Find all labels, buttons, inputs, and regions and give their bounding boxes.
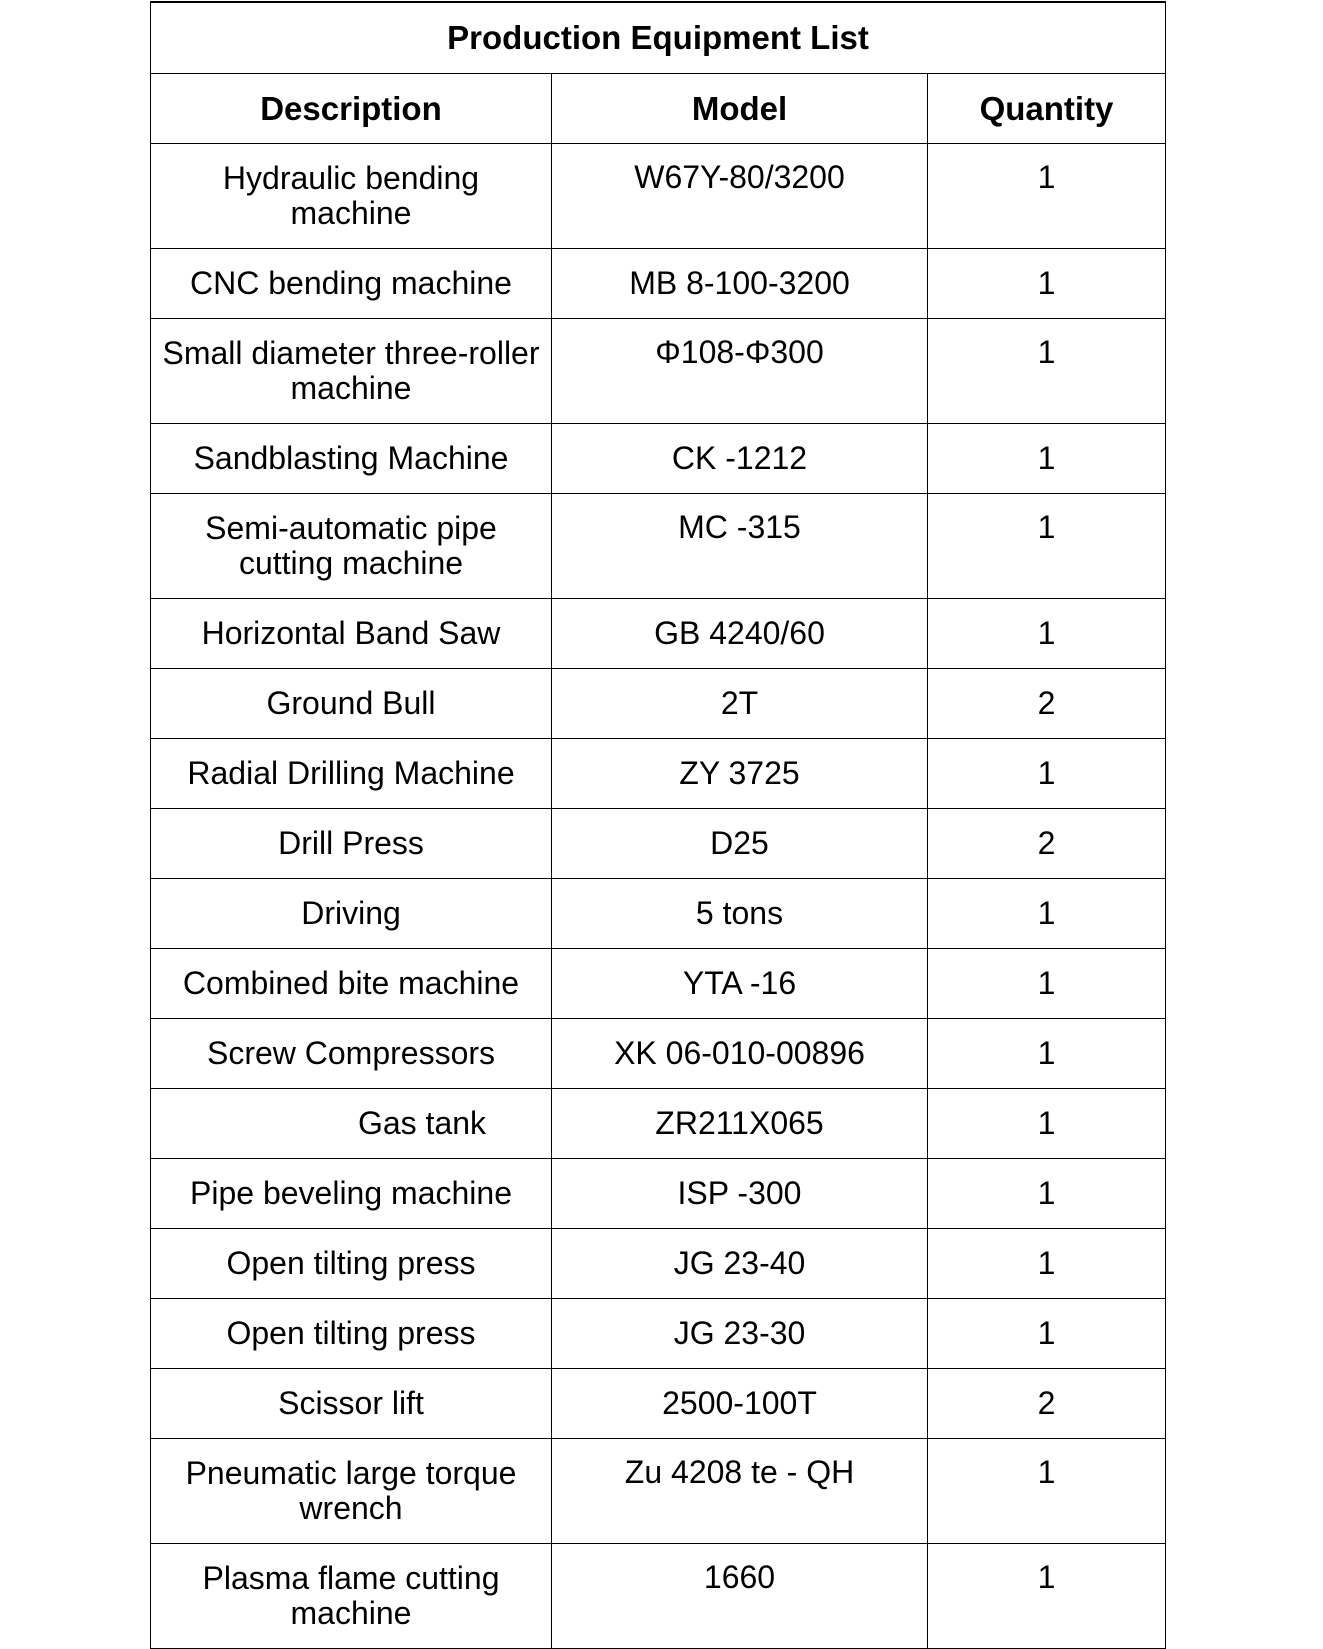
quantity-cell: 1 xyxy=(928,1159,1166,1229)
table-row xyxy=(151,1019,1166,1089)
quantity-cell: 1 xyxy=(928,319,1166,424)
model-cell: XK 06-010-00896 xyxy=(552,1019,928,1089)
model-cell: ZY 3725 xyxy=(552,739,928,809)
quantity-cell: 1 xyxy=(928,1089,1166,1159)
model-cell: ISP -300 xyxy=(552,1159,928,1229)
quantity-cell: 1 xyxy=(928,739,1166,809)
table-row xyxy=(151,879,1166,949)
description-cell: Plasma flame cutting machine xyxy=(151,1544,552,1649)
model-cell: GB 4240/60 xyxy=(552,599,928,669)
model-cell: MB 8-100-3200 xyxy=(552,249,928,319)
table-row xyxy=(151,319,1166,424)
header-quantity: Quantity xyxy=(928,74,1166,144)
description-cell: Screw Compressors xyxy=(151,1019,552,1089)
model-cell: CK -1212 xyxy=(552,424,928,494)
model-cell: 2T xyxy=(552,669,928,739)
description-cell: Horizontal Band Saw xyxy=(151,599,552,669)
model-cell: MC -315 xyxy=(552,494,928,599)
header-model: Model xyxy=(552,74,928,144)
description-cell: Pneumatic large torque wrench xyxy=(151,1439,552,1544)
quantity-cell: 1 xyxy=(928,1019,1166,1089)
description-cell: Small diameter three-roller machine xyxy=(151,319,552,424)
quantity-cell: 1 xyxy=(928,1544,1166,1649)
model-cell: YTA -16 xyxy=(552,949,928,1019)
quantity-cell: 1 xyxy=(928,424,1166,494)
equipment-table xyxy=(150,1,1166,1649)
quantity-cell: 1 xyxy=(928,144,1166,249)
description-cell: Hydraulic bending machine xyxy=(151,144,552,249)
table-row xyxy=(151,599,1166,669)
description-cell: Radial Drilling Machine xyxy=(151,739,552,809)
quantity-cell: 1 xyxy=(928,1229,1166,1299)
description-cell: CNC bending machine xyxy=(151,249,552,319)
table-row xyxy=(151,1299,1166,1369)
table-row xyxy=(151,494,1166,599)
description-cell: Sandblasting Machine xyxy=(151,424,552,494)
quantity-cell: 1 xyxy=(928,494,1166,599)
description-cell: Open tilting press xyxy=(151,1229,552,1299)
table-row xyxy=(151,424,1166,494)
description-cell: Gas tank xyxy=(151,1089,552,1159)
table-row xyxy=(151,144,1166,249)
table-row xyxy=(151,1439,1166,1544)
table-row xyxy=(151,669,1166,739)
quantity-cell: 2 xyxy=(928,1369,1166,1439)
quantity-cell: 1 xyxy=(928,1439,1166,1544)
table-title: Production Equipment List xyxy=(151,2,1166,74)
quantity-cell: 2 xyxy=(928,669,1166,739)
table-row xyxy=(151,949,1166,1019)
model-cell: ZR211X065 xyxy=(552,1089,928,1159)
quantity-cell: 1 xyxy=(928,249,1166,319)
description-cell: Scissor lift xyxy=(151,1369,552,1439)
model-cell: 5 tons xyxy=(552,879,928,949)
table-row xyxy=(151,1089,1166,1159)
quantity-cell: 1 xyxy=(928,949,1166,1019)
description-cell: Semi-automatic pipe cutting machine xyxy=(151,494,552,599)
model-cell: JG 23-40 xyxy=(552,1229,928,1299)
model-cell: Zu 4208 te - QH xyxy=(552,1439,928,1544)
description-cell: Drill Press xyxy=(151,809,552,879)
description-cell: Ground Bull xyxy=(151,669,552,739)
table-row xyxy=(151,1159,1166,1229)
title-row xyxy=(151,2,1166,74)
quantity-cell: 1 xyxy=(928,599,1166,669)
table-row xyxy=(151,1369,1166,1439)
model-cell: 2500-100T xyxy=(552,1369,928,1439)
header-row xyxy=(151,74,1166,144)
header-description: Description xyxy=(151,74,552,144)
description-cell: Pipe beveling machine xyxy=(151,1159,552,1229)
quantity-cell: 2 xyxy=(928,809,1166,879)
model-cell: D25 xyxy=(552,809,928,879)
model-cell: JG 23-30 xyxy=(552,1299,928,1369)
description-cell: Combined bite machine xyxy=(151,949,552,1019)
table-row xyxy=(151,249,1166,319)
model-cell: Φ108-Φ300 xyxy=(552,319,928,424)
table-row xyxy=(151,1544,1166,1649)
model-cell: 1660 xyxy=(552,1544,928,1649)
table-row xyxy=(151,809,1166,879)
table-row xyxy=(151,1229,1166,1299)
description-cell: Open tilting press xyxy=(151,1299,552,1369)
quantity-cell: 1 xyxy=(928,879,1166,949)
quantity-cell: 1 xyxy=(928,1299,1166,1369)
table-row xyxy=(151,739,1166,809)
model-cell: W67Y-80/3200 xyxy=(552,144,928,249)
description-cell: Driving xyxy=(151,879,552,949)
